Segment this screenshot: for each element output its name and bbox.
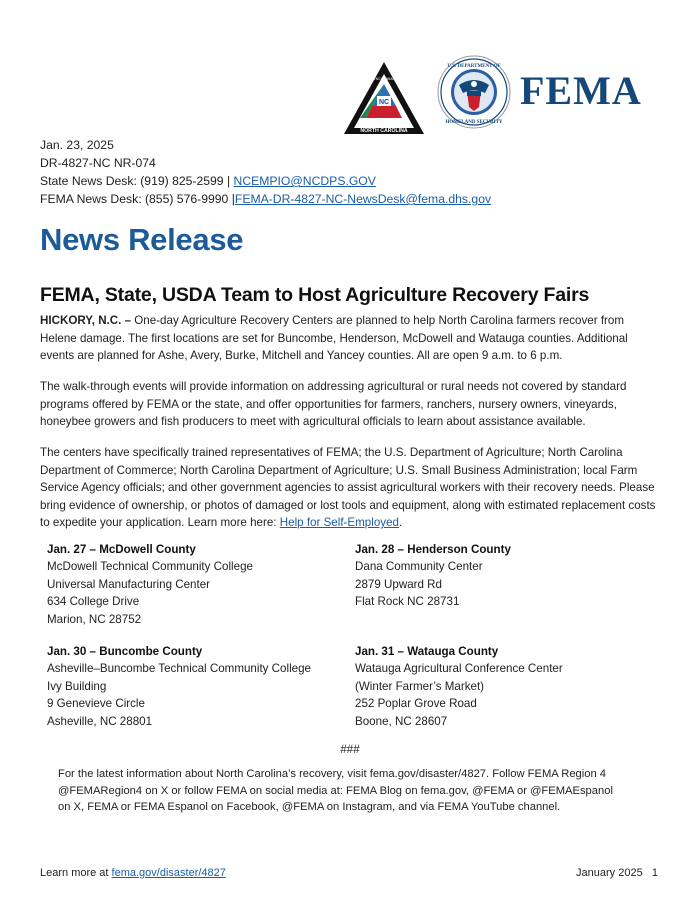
closing-paragraph: For the latest information about North Carolina’s recovery, visit fema.gov/disaster/4827. Follow FEMA Region 4 @FEMARegion4 on X or follow FEMA on social media at: FEMA Blog on fema.gov, @FEMA or @FEMAEspanol on X, FEMA or FEMA Espanol on Facebook, @FEMA on Instagram, and via FEMA YouTube channel. [58,768,613,814]
paragraph-3-text: The centers have specifically trained representatives of FEMA; the U.S. Department of Agriculture; North Carolina Department of Commerce; North Carolina Department of Agriculture; U.S. Small Business Administration; local Farm Service Agency officials; and other government agencies to assist agricultural workers with their recovery needs. Please bring evidence of ownership, or photos of damaged or lost tools and equipment, along with estimated replacement costs to expedite your application. Learn more here: [40,446,656,530]
fema-news-desk [40,190,491,208]
location-watauga [355,643,563,730]
fema-desk-label: FEMA News Desk: (855) 576-9990 | [40,192,235,206]
state-desk-label: State News Desk: (919) 825-2599 | [40,174,234,188]
release-date: Jan. 23, 2025 [40,138,114,152]
paragraph-1 [40,312,660,365]
location-henderson [355,541,511,611]
location-mcdowell [47,541,253,628]
headline: FEMA, State, USDA Team to Host Agriculture Recovery Fairs [40,284,590,306]
dhs-ring-top-text: U.S. DEPARTMENT OF [447,64,501,69]
location-line: Asheville–Buncombe Technical Community College [47,662,312,676]
state-news-desk [40,172,491,190]
paragraph-3 [40,444,660,532]
end-separator: ### [340,744,360,756]
location-title: Jan. 28 – Henderson County [355,543,511,556]
footer-date-page [576,867,658,879]
location-title: Jan. 30 – Buncombe County [47,645,203,658]
location-line: Ivy Building [47,679,107,693]
location-line: Dana Community Center [355,560,483,574]
release-meta [40,136,491,208]
location-buncombe [47,643,311,730]
ncem-center-text: NC [378,99,390,106]
footer-learn-more [40,867,226,879]
dhs-ring-bottom-text: HOMELAND SECURITY [445,120,503,125]
location-line: Asheville, NC 28801 [47,714,153,728]
page-number: 1 [651,867,658,879]
location-line: Boone, NC 28607 [355,714,448,728]
location-line: Universal Manufacturing Center [47,577,211,591]
location-line: Marion, NC 28752 [47,612,142,626]
dhs-seal-icon [437,55,511,129]
fema-wordmark: FEMA [520,68,642,113]
fema-desk-email-link[interactable]: FEMA-DR-4827-NC-NewsDesk@fema.dhs.gov [234,192,492,206]
location-line: Watauga Agricultural Conference Center [355,662,563,676]
location-line: 9 Genevieve Circle [47,697,145,711]
release-id: DR-4827-NC NR-074 [40,156,156,170]
logo-bar [342,55,652,135]
location-title: Jan. 27 – McDowell County [47,543,196,556]
location-line: 2879 Upward Rd [355,577,443,591]
nc-emergency-management-logo [342,60,426,136]
location-line: 634 College Drive [47,595,140,609]
footer-date: January 2025 [576,867,643,879]
dateline: HICKORY, N.C. – [40,314,132,327]
location-line: 252 Poplar Grove Road [355,697,477,711]
ncem-top-text: EMERGENCY MANAGEMENT [361,77,407,81]
news-release-label: News Release [40,222,244,257]
ncem-bottom-text: NORTH CAROLINA [360,128,408,134]
help-self-employed-link[interactable]: Help for Self-Employed [279,516,399,530]
paragraph-1-text: One-day Agriculture Recovery Centers are planned to help North Carolina farmers recover from Helene damage. The first locations are set for Buncombe, Henderson, McDowell and Watauga counties. Additional events are planned for Ashe, Avery, Burke, Mitchell and Yancey counties. All are open 9 a.m. to 6 p.m. [40,314,628,363]
paragraph-3-end: . [398,516,403,530]
location-line: McDowell Technical Community College [47,560,253,574]
paragraph-2: The walk-through events will provide information on addressing agricultural or rural needs not covered by standard programs offered by FEMA or the state, and offer opportunities for farmers, ranchers, nursery owners, vineyards, honeybee growers and fish producers to meet with agricultural officials to learn about assistance available. [40,380,627,429]
state-desk-email-link[interactable]: NCEMPIO@NCDPS.GOV [233,174,376,188]
footer-disaster-link[interactable]: fema.gov/disaster/4827 [111,867,226,879]
footer-learn-label: Learn more at [40,867,112,879]
location-line: (Winter Farmer’s Market) [355,679,485,693]
location-line: Flat Rock NC 28731 [355,595,460,609]
location-title: Jan. 31 – Watauga County [355,645,499,658]
